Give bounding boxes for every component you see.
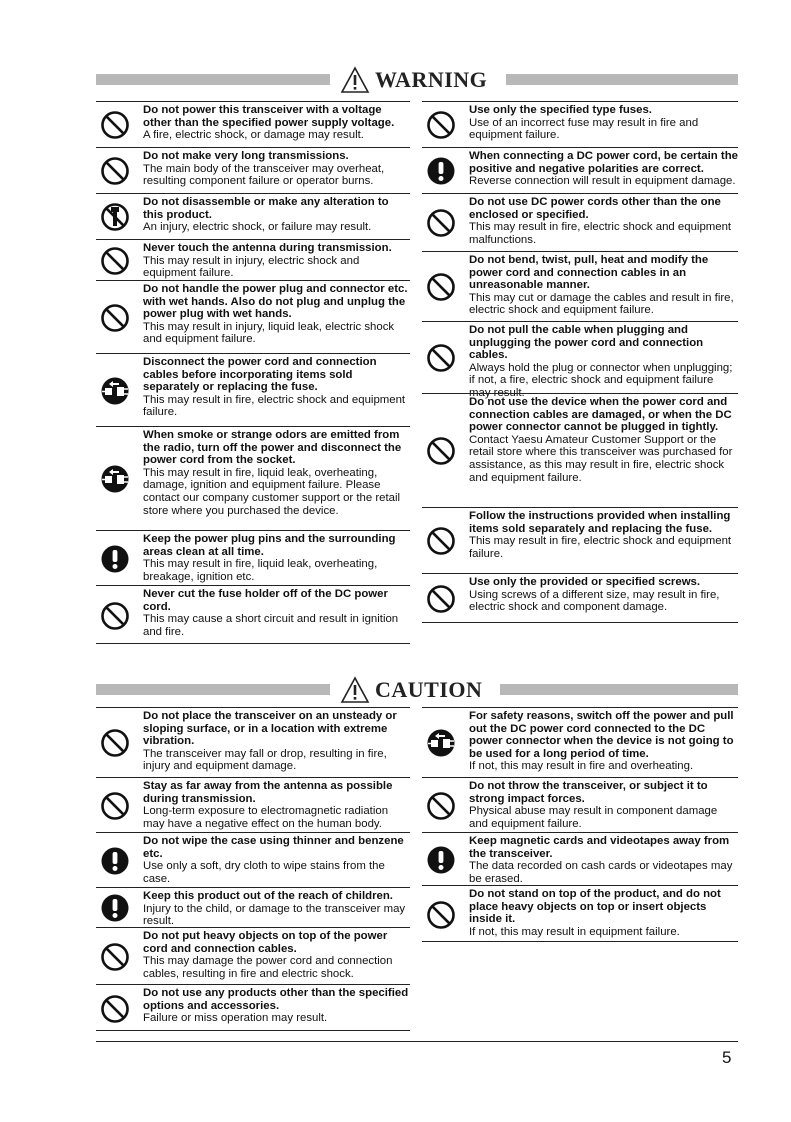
- item-description: Contact Yaesu Amateur Customer Support or the retail store where this transceiver was purchased for assistance, as this may result in fire, electric shock and equipment failure.: [469, 433, 733, 484]
- item-heading: Disconnect the power cord and connection cables before incorporating items sold separately or replacing the fuse.: [143, 356, 377, 394]
- prohibited-icon: [426, 436, 456, 471]
- item-description: This may result in injury, electric shock and equipment failure.: [143, 254, 360, 280]
- item-heading: When connecting a DC power cord, be certain the positive and negative polarities are correct.: [469, 150, 738, 175]
- item-description: Use only a soft, dry cloth to wipe stains from the case.: [143, 860, 385, 885]
- mandatory-icon: [426, 845, 456, 880]
- prohibited-icon: [426, 791, 456, 826]
- mandatory-icon: [100, 544, 130, 579]
- item-heading: Never touch the antenna during transmission.: [143, 242, 392, 254]
- item-description: Long-term exposure to electromagnetic radiation may have a negative effect on the human body.: [143, 805, 389, 830]
- page-number: 5: [722, 1048, 732, 1067]
- safety-item: [96, 984, 410, 1031]
- item-description: This may damage the power cord and connection cables, resulting in fire and electric shock.: [143, 955, 393, 980]
- item-heading: Do not disassemble or make any alteration to this product.: [143, 196, 389, 221]
- item-heading: Keep the power plug pins and the surrounding areas clean at all time.: [143, 533, 396, 558]
- safety-item: [96, 147, 410, 193]
- item-heading: Do not use DC power cords other than the one enclosed or specified.: [469, 196, 721, 221]
- safety-item: [96, 193, 410, 239]
- item-heading: Use only the specified type fuses.: [469, 104, 652, 116]
- item-heading: Follow the instructions provided when installing items sold separately and replacing the fuse.: [469, 510, 731, 535]
- item-description: This may result in fire, liquid leak, overheating, damage, ignition and equipment failure. Please contact our company customer support or the retail store where you purchased the device.: [143, 466, 401, 517]
- item-heading: Do not put heavy objects on top of the power cord and connection cables.: [143, 930, 388, 955]
- item-heading: Do not power this transceiver with a voltage other than the specified power supply voltage.: [143, 104, 395, 129]
- item-description: This may cause a short circuit and result in ignition and fire.: [143, 613, 399, 638]
- item-description: The data recorded on cash cards or videotapes may be erased.: [469, 860, 733, 885]
- item-description: An injury, electric shock, or failure may result.: [143, 221, 372, 234]
- unplug-icon: [100, 376, 130, 411]
- safety-item: [96, 353, 410, 426]
- prohibited-icon: [100, 303, 130, 338]
- prohibited-icon: [100, 728, 130, 763]
- item-description: A fire, electric shock, or damage may result.: [143, 129, 364, 142]
- safety-item: [96, 832, 410, 887]
- warning-left-column: [96, 101, 410, 644]
- item-description: Injury to the child, or damage to the transceiver may result.: [143, 902, 406, 928]
- mandatory-icon: [100, 893, 130, 928]
- item-description: Using screws of a different size, may result in fire, electric shock and component damage.: [469, 588, 720, 614]
- safety-item: [422, 393, 738, 507]
- prohibited-icon: [100, 791, 130, 826]
- item-heading: Do not pull the cable when plugging and unplugging the power cord and connection cables.: [469, 324, 704, 362]
- safety-item: [422, 885, 738, 942]
- safety-item: [422, 251, 738, 321]
- warning-header: [96, 65, 738, 95]
- prohibited-icon: [426, 584, 456, 619]
- item-heading: Do not use any products other than the specified options and accessories.: [143, 987, 409, 1012]
- safety-item: [422, 777, 738, 832]
- caution-triangle-icon: [340, 676, 370, 704]
- prohibited-icon: [100, 994, 130, 1029]
- prohibited-icon: [426, 526, 456, 561]
- warning-triangle-icon: [340, 66, 370, 94]
- item-description: Physical abuse may result in component damage and equipment failure.: [469, 805, 718, 830]
- unplug-icon: [426, 728, 456, 763]
- prohibited-icon: [100, 601, 130, 636]
- safety-item: [96, 530, 410, 585]
- item-heading: Do not handle the power plug and connector etc. with wet hands. Also do not plug and unplug the power plug with wet hands.: [143, 283, 408, 321]
- item-heading: Keep magnetic cards and videotapes away from the transceiver.: [469, 835, 730, 860]
- prohibited-icon: [100, 246, 130, 281]
- safety-item: [422, 832, 738, 885]
- caution-left-column: [96, 707, 410, 1031]
- safety-item: [96, 101, 410, 147]
- item-heading: Stay as far away from the antenna as possible during transmission.: [143, 780, 393, 805]
- safety-item: [422, 193, 738, 251]
- safety-item: [422, 101, 738, 147]
- prohibited-icon: [426, 208, 456, 243]
- safety-item: [422, 707, 738, 777]
- warning-title: WARNING: [375, 67, 488, 92]
- item-heading: Do not bend, twist, pull, heat and modify the power cord and connection cables in an unreasonable manner.: [469, 254, 709, 292]
- item-description: This may cut or damage the cables and result in fire, electric shock and equipment failure.: [469, 291, 734, 317]
- caution-title: CAUTION: [375, 677, 483, 702]
- safety-item: [96, 927, 410, 984]
- safety-item: [96, 426, 410, 530]
- item-heading: Keep this product out of the reach of children.: [143, 890, 393, 902]
- mandatory-icon: [100, 846, 130, 881]
- item-description: This may result in fire, electric shock and equipment failure.: [143, 393, 406, 419]
- prohibited-icon: [100, 942, 130, 977]
- item-heading: Do not make very long transmissions.: [143, 150, 349, 162]
- item-description: Use of an incorrect fuse may result in fire and equipment failure.: [469, 116, 699, 142]
- item-heading: Do not stand on top of the product, and do not place heavy objects on top or insert objects inside it.: [469, 888, 721, 926]
- item-description: This may result in fire, electric shock and equipment failure.: [469, 535, 732, 560]
- safety-item: [96, 777, 410, 832]
- caution-header: [96, 675, 738, 705]
- item-description: This may result in fire, liquid leak, overheating, breakage, ignition etc.: [143, 558, 378, 583]
- item-description: The main body of the transceiver may overheat, resulting component failure or operator burns.: [143, 162, 385, 188]
- safety-item: [422, 147, 738, 193]
- item-description: Failure or miss operation may result.: [143, 1012, 328, 1025]
- safety-item: [96, 707, 410, 777]
- footer-rule: [96, 1041, 738, 1042]
- item-description: This may result in injury, liquid leak, electric shock and equipment failure.: [143, 320, 395, 346]
- item-description: If not, this may result in fire and overheating.: [469, 760, 694, 773]
- item-heading: Do not throw the transceiver, or subject it to strong impact forces.: [469, 780, 708, 805]
- no-disassembly-icon: [100, 202, 130, 237]
- prohibited-icon: [100, 156, 130, 191]
- item-heading: When smoke or strange odors are emitted from the radio, turn off the power and disconnect the power cord from the socket.: [143, 429, 402, 467]
- safety-item: [96, 280, 410, 353]
- item-heading: Do not place the transceiver on an unsteady or sloping surface, or in a location with extreme vibration.: [143, 710, 397, 748]
- prohibited-icon: [100, 110, 130, 145]
- warning-right-column: [422, 101, 738, 623]
- item-description: The transceiver may fall or drop, resulting in fire, injury and equipment damage.: [143, 747, 387, 773]
- safety-item: [96, 887, 410, 927]
- item-heading: Do not wipe the case using thinner and benzene etc.: [143, 835, 404, 860]
- prohibited-icon: [426, 110, 456, 145]
- item-description: This may result in fire, electric shock and equipment malfunctions.: [469, 221, 732, 246]
- prohibited-icon: [426, 900, 456, 935]
- item-heading: Use only the provided or specified screws.: [469, 576, 701, 588]
- safety-item: [96, 239, 410, 280]
- item-heading: For safety reasons, switch off the power and pull out the DC power cord connected to the DC power connector when the device is not going to be used for a long period of time.: [469, 710, 734, 760]
- mandatory-icon: [426, 156, 456, 191]
- prohibited-icon: [426, 272, 456, 307]
- safety-item: [422, 507, 738, 573]
- item-description: If not, this may result in equipment failure.: [469, 925, 680, 938]
- caution-right-column: [422, 707, 738, 942]
- safety-item: [422, 321, 738, 399]
- unplug-icon: [100, 464, 130, 499]
- item-heading: Never cut the fuse holder off of the DC power cord.: [143, 588, 388, 613]
- item-heading: Do not use the device when the power cord and connection cables are damaged, or when the DC power connector cannot be plugged in tightly.: [469, 396, 732, 434]
- item-description: Always hold the plug or connector when unplugging; if not, a fire, electric shock and equipment failure may result.: [469, 361, 733, 399]
- prohibited-icon: [426, 343, 456, 378]
- safety-item: [96, 585, 410, 644]
- item-description: Reverse connection will result in equipment damage.: [469, 175, 736, 188]
- safety-item: [422, 573, 738, 623]
